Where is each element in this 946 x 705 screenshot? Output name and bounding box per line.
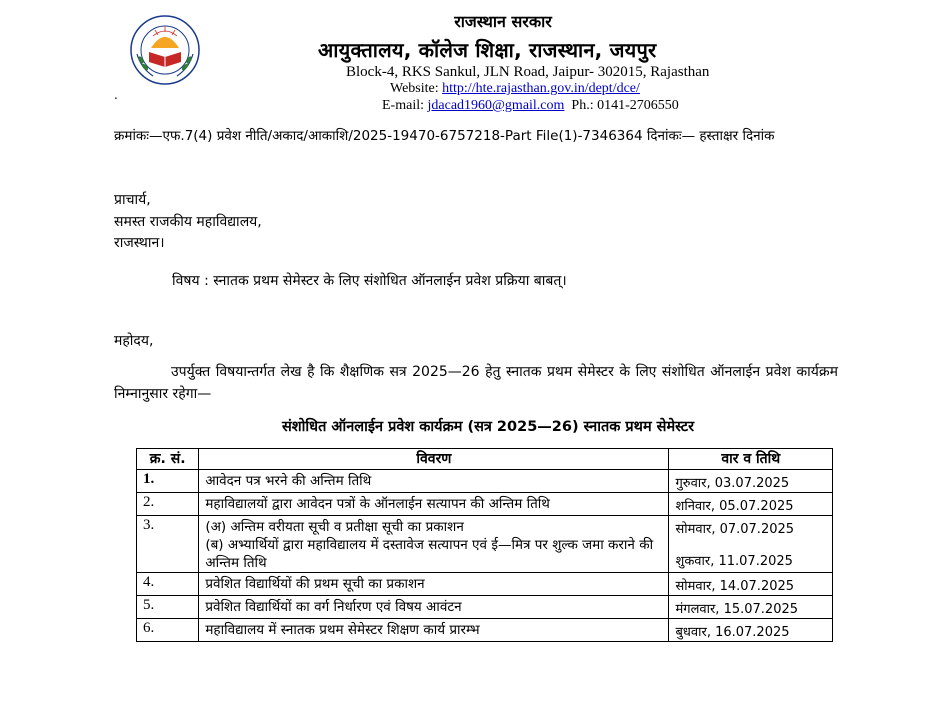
row-sno: 2. xyxy=(137,493,199,516)
row-sno: 1. xyxy=(137,470,199,493)
row-details-part-a: (अ) अन्तिम वरीयता सूची व प्रतीक्षा सूची का प्रकाशन xyxy=(205,519,464,535)
schedule-table xyxy=(136,448,833,642)
subject-line: विषय : स्नातक प्रथम सेमेस्टर के लिए संशोधित ऑनलाईन प्रवेश प्रक्रिया बाबत्। xyxy=(172,273,567,289)
row-day-date: बुधवार, 16.07.2025 xyxy=(669,619,833,642)
row-details-part-b: (ब) अभ्यार्थियों द्वारा महाविद्यालय में दस्तावेज सत्यापन एवं ई—मित्र पर शुल्क जमा कराने की अन्तिम तिथि xyxy=(205,537,654,571)
office-address: Block-4, RKS Sankul, JLN Road, Jaipur- 302015, Rajasthan xyxy=(346,64,710,80)
email-line xyxy=(382,98,679,114)
website-link[interactable]: http://hte.rajasthan.gov.in/dept/dce/ xyxy=(442,81,640,96)
row-sno: 6. xyxy=(137,619,199,642)
row-day-date: मंगलवार, 15.07.2025 xyxy=(669,596,833,619)
table-row xyxy=(137,573,833,596)
table-row xyxy=(137,516,833,573)
email-label: E-mail: xyxy=(382,98,424,113)
reference-number: क्रमांकः—एफ.7(4) प्रवेश नीति/अकाद/आकाशि/2025-19470-6757218-Part File(1)-7346364 दिनांकः— हस्ताक्षर दिनांक xyxy=(114,128,775,144)
table-row xyxy=(137,493,833,516)
header-day-date: वार व तिथि xyxy=(669,449,833,470)
email-link[interactable]: jdacad1960@gmail.com xyxy=(427,98,565,113)
schedule-title: संशोधित ऑनलाईन प्रवेश कार्यक्रम (सत्र 2025—26) स्नातक प्रथम सेमेस्टर xyxy=(281,419,695,435)
table-row xyxy=(137,470,833,493)
phone-number: Ph.: 0141-2706550 xyxy=(571,98,679,113)
addressee-line-1: प्राचार्य, xyxy=(114,192,151,208)
header-sno: क्र. सं. xyxy=(137,449,199,470)
row-day-date: सोमवार, 14.07.2025 xyxy=(669,573,833,596)
row-day-date-b: शुकवार, 11.07.2025 xyxy=(675,554,793,569)
table-row xyxy=(137,619,833,642)
row-day-date: शनिवार, 05.07.2025 xyxy=(669,493,833,516)
website-label: Website: xyxy=(390,81,439,96)
row-day-date: गुरुवार, 03.07.2025 xyxy=(669,470,833,493)
office-name: आयुक्तालय, कॉलेज शिक्षा, राजस्थान, जयपुर xyxy=(318,38,657,62)
row-sno: 4. xyxy=(137,573,199,596)
row-details: प्रवेशित विद्यार्थियों की प्रथम सूची का प्रकाशन xyxy=(199,573,669,596)
row-details: महाविद्यालयों द्वारा आवेदन पत्रों के ऑनलाईन सत्यापन की अन्तिम तिथि xyxy=(199,493,669,516)
salutation: महोदय, xyxy=(114,333,154,349)
body-paragraph: उपर्युक्त विषयान्तर्गत लेख है कि शैक्षणिक सत्र 2025—26 हेतु स्नातक प्रथम सेमेस्टर के लिए संशोधित ऑनलाईन प्रवेश कार्यक्रम निम्नानुसार रहेगा— xyxy=(114,364,838,402)
row-details: आवेदन पत्र भरने की अन्तिम तिथि xyxy=(199,470,669,493)
row-details: महाविद्यालय में स्नातक प्रथम सेमेस्टर शिक्षण कार्य प्रारम्भ xyxy=(199,619,669,642)
row-day-date-a: सोमवार, 07.07.2025 xyxy=(675,522,795,537)
header-details: विवरण xyxy=(199,449,669,470)
row-sno: 3. xyxy=(137,516,199,573)
addressee-line-3: राजस्थान। xyxy=(114,235,165,251)
cell-spacer xyxy=(675,537,826,551)
addressee-line-2: समस्त राजकीय महाविद्यालय, xyxy=(114,214,262,230)
government-title: राजस्थान सरकार xyxy=(454,12,552,31)
row-details xyxy=(199,516,669,573)
stray-dot: . xyxy=(114,88,118,102)
row-day-date xyxy=(669,516,833,573)
table-row xyxy=(137,596,833,619)
row-sno: 5. xyxy=(137,596,199,619)
table-header-row xyxy=(137,449,833,470)
website-line xyxy=(390,81,640,97)
row-details: प्रवेशित विद्यार्थियों का वर्ग निर्धारण एवं विषय आवंटन xyxy=(199,596,669,619)
